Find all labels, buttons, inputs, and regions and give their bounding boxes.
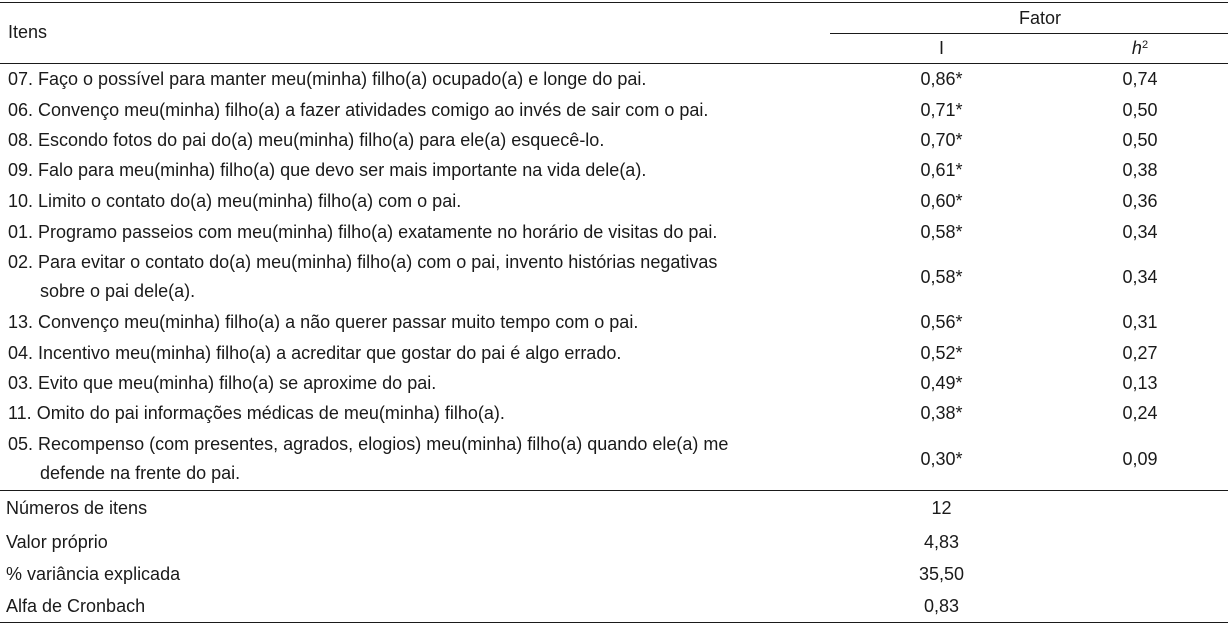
h2-value: 0,50: [1122, 130, 1158, 150]
factor-value: 0,49*: [920, 373, 963, 393]
item-row-13: 13. Convenço meu(minha) filho(a) a não querer passar muito tempo com o pai.: [8, 312, 639, 332]
header-h-sup: 2: [1141, 39, 1149, 51]
factor-value: 0,86*: [920, 69, 963, 89]
header-items-label: Itens: [8, 22, 48, 42]
h2-value: 0,74: [1122, 69, 1158, 89]
summary-value: 35,50: [918, 564, 965, 584]
header-h-base: h: [1131, 38, 1142, 58]
item-row-10: 10. Limito o contato do(a) meu(minha) filho(a) com o pai.: [8, 191, 462, 211]
table-bottom-rule: [0, 622, 1228, 623]
h2-value: 0,09: [1122, 449, 1158, 469]
factor-value: 0,61*: [920, 160, 963, 180]
item-row-09: 09. Falo para meu(minha) filho(a) que devo ser mais importante na vida dele(a).: [8, 160, 647, 180]
item-row-03: 03. Evito que meu(minha) filho(a) se aproxime do pai.: [8, 373, 437, 393]
item-row-05-line2: defende na frente do pai.: [40, 463, 241, 483]
summary-value: 12: [931, 498, 952, 518]
h2-value: 0,34: [1122, 267, 1158, 287]
item-row-04: 04. Incentivo meu(minha) filho(a) a acreditar que gostar do pai é algo errado.: [8, 343, 622, 363]
item-row-02-line2: sobre o pai dele(a).: [40, 281, 196, 301]
factor-value: 0,71*: [920, 100, 963, 120]
item-row-11: 11. Omito do pai informações médicas de meu(minha) filho(a).: [8, 403, 505, 423]
items-bottom-rule: [0, 490, 1228, 491]
item-row-06: 06. Convenço meu(minha) filho(a) a fazer atividades comigo ao invés de sair com o pai.: [8, 100, 709, 120]
summary-label-eigenvalue: Valor próprio: [6, 532, 108, 552]
header-communality: [1090, 33, 1190, 63]
h2-value: 0,38: [1122, 160, 1158, 180]
header-fator-label: Fator: [1018, 8, 1061, 28]
summary-label-variance: % variância explicada: [6, 564, 181, 584]
h2-value: 0,50: [1122, 100, 1158, 120]
item-row-05-line1: 05. Recompenso (com presentes, agrados, elogios) meu(minha) filho(a) quando ele(a) me: [8, 434, 729, 454]
factor-value: 0,58*: [920, 222, 963, 242]
item-row-08: 08. Escondo fotos do pai do(a) meu(minha) filho(a) para ele(a) esquecê-lo.: [8, 130, 605, 150]
summary-label-num-items: Números de itens: [6, 498, 148, 518]
summary-value: 0,83: [923, 596, 960, 616]
item-row-02-line1: 02. Para evitar o contato do(a) meu(minha) filho(a) com o pai, invento histórias negativas: [8, 252, 718, 272]
h2-value: 0,27: [1122, 343, 1158, 363]
h2-value: 0,24: [1122, 403, 1158, 423]
h2-value: 0,34: [1122, 222, 1158, 242]
item-row-01: 01. Programo passeios com meu(minha) filho(a) exatamente no horário de visitas do pai.: [8, 222, 718, 242]
h2-value: 0,31: [1122, 312, 1158, 332]
summary-value: 4,83: [923, 532, 960, 552]
factor-value: 0,56*: [920, 312, 963, 332]
factor-value: 0,70*: [920, 130, 963, 150]
h2-value: 0,36: [1122, 191, 1158, 211]
factor-value: 0,52*: [920, 343, 963, 363]
factor-value: 0,60*: [920, 191, 963, 211]
h2-value: 0,13: [1122, 373, 1158, 393]
factor-value: 0,38*: [920, 403, 963, 423]
factor-value: 0,30*: [920, 449, 963, 469]
factor-value: 0,58*: [920, 267, 963, 287]
header-factor-i: I: [938, 38, 944, 58]
summary-label-cronbach: Alfa de Cronbach: [6, 596, 146, 616]
item-row-07: 07. Faço o possível para manter meu(minha) filho(a) ocupado(a) e longe do pai.: [8, 69, 647, 89]
